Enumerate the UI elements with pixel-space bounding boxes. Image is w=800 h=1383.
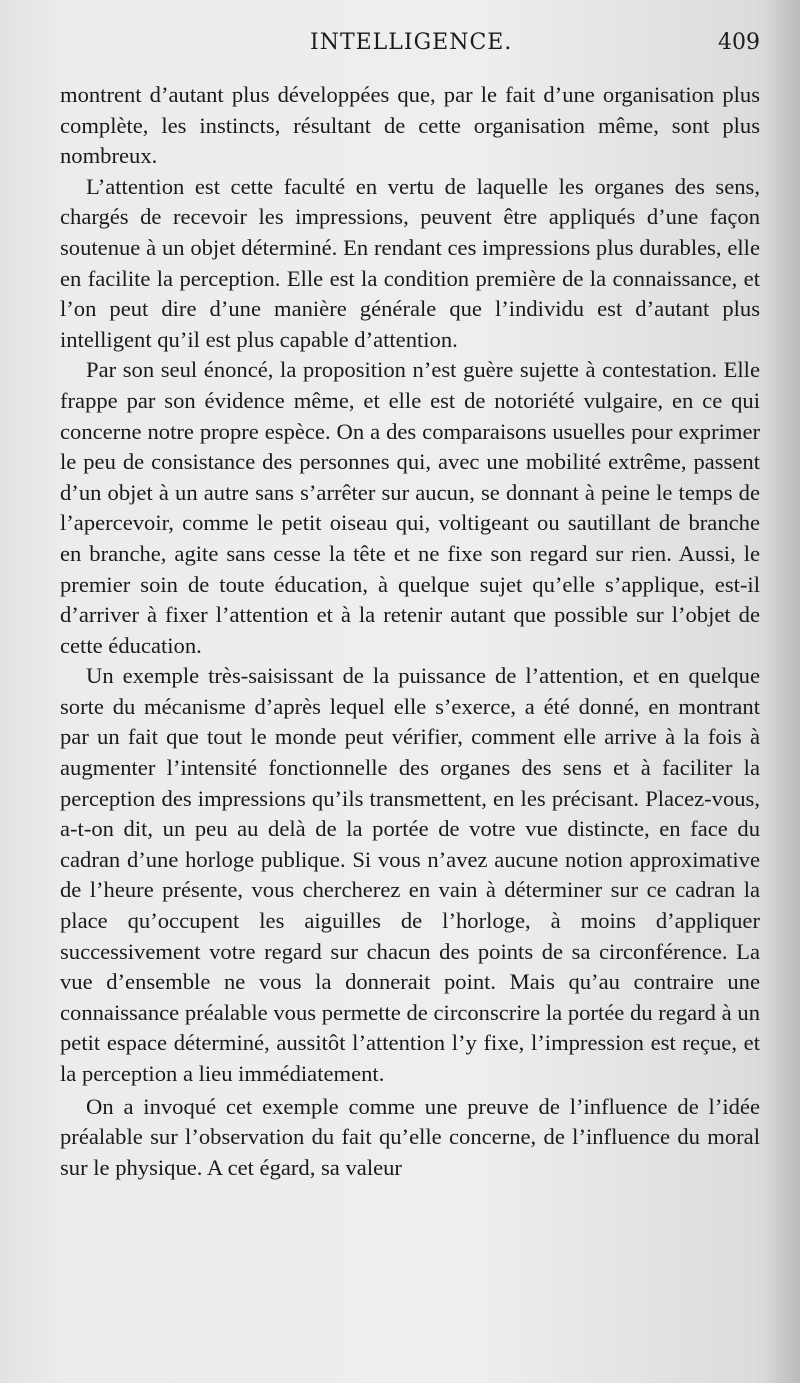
paragraph-4: Un exemple très-saisissant de la puissance de l’attention, et en quelque sorte du mécanisme d’après lequel elle s’exerce, a été donné, en montrant par un fait que tout le monde peut vérifier, comment elle arrive à la fois à augmenter l’intensité fonctionnelle des organes des sens et à faciliter la perception des impressions qu’ils transmettent, en les précisant. Placez-vous, a-t-on dit, un peu au delà de la portée de votre vue distincte, en face du cadran d’une horloge publique. Si vous n’avez aucune notion approximative de l’heure présente, vous chercherez en vain à déterminer sur ce cadran la place qu’occupent les aiguilles de l’horloge, à moins d’appliquer successivement votre regard sur chacun des points de sa circonférence. La vue d’ensemble ne vous la donnerait point. Mais qu’au contraire une connaissance préalable vous permette de circonscrire la portée du regard à un petit espace déterminé, aussitôt l’attention l’y fixe, l’impression est reçue, et la perception a lieu immédiatement. (60, 663, 760, 1086)
paragraph-3: Par son seul énoncé, la proposition n’est guère sujette à contestation. Elle frappe par son évidence même, et elle est de notoriété vulgaire, en ce qui concerne notre propre espèce. On a des comparaisons usuelles pour exprimer le peu de consistance des personnes qui, avec une mobilité extrême, passent d’un objet à un autre sans s’arrêter sur aucun, se donnant à peine le temps de l’apercevoir, comme le petit oiseau qui, voltigeant ou sautillant de branche en branche, agite sans cesse la tête et ne fixe son regard sur rien. Aussi, le premier soin de toute éducation, à quelque sujet qu’elle s’applique, est-il d’arriver à fixer l’attention et à la retenir autant que possible sur l’objet de cette éducation. (60, 357, 760, 658)
paragraph-2: L’attention est cette faculté en vertu de laquelle les organes des sens, chargés de recevoir les impressions, peuvent être appliqués d’une façon soutenue à un objet déterminé. En rendant ces impressions plus durables, elle en facilite la perception. Elle est la condition première de la connaissance, et l’on peut dire d’une manière générale que l’individu est d’autant plus intelligent qu’il est plus capable d’attention. (60, 173, 760, 352)
running-title: INTELLIGENCE. (310, 30, 513, 55)
page-header (60, 30, 760, 64)
page-number: 409 (718, 30, 760, 55)
paragraph-1: montrent d’autant plus développées que, par le fait d’une organisation plus complète, les instincts, résultant de cette organisation même, sont plus nombreux. (60, 82, 760, 169)
paragraph-5: On a invoqué cet exemple comme une preuve de l’influence de l’idée préalable sur l’observation du fait qu’elle concerne, de l’influence du moral sur le physique. A cet égard, sa valeur (60, 1093, 760, 1180)
page-edge-shadow (764, 0, 800, 1383)
body-text (60, 80, 760, 1183)
